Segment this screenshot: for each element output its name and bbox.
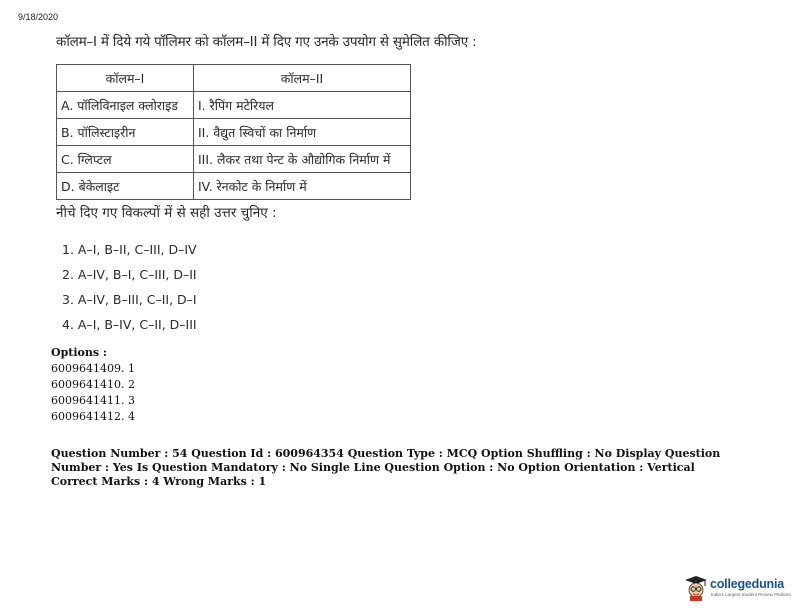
match-table-header-row: [57, 65, 411, 92]
option-id: 6009641410. 2: [51, 378, 135, 391]
list-item: 1. A–I, B–II, C–III, D–IV: [62, 242, 197, 257]
marks-line: Correct Marks : 4 Wrong Marks : 1: [51, 475, 267, 488]
question-subprompt: नीचे दिए गए विकल्पों में से सही उत्तर चुनिए :: [56, 205, 277, 221]
table-row: [57, 92, 411, 119]
graduate-mascot-icon: [684, 575, 708, 601]
use-cell: IV. रेनकोट के निर्माण में: [194, 173, 411, 200]
list-item: 3. A–IV, B–III, C–II, D–I: [62, 292, 197, 307]
question-meta-line: Question Number : 54 Question Id : 600964354 Question Type : MCQ Option Shuffling : No Display Question Number : Yes Is Question Mandatory : No Single Line Question Option : No Option Orientation : Vertical: [51, 447, 721, 474]
table-row: [57, 119, 411, 146]
logo-brand: collegedunia: [710, 577, 785, 591]
question-image: [56, 32, 476, 337]
table-row: [57, 173, 411, 200]
collegedunia-logo: [684, 575, 791, 601]
table-row: [57, 146, 411, 173]
print-date: 9/18/2020: [18, 12, 59, 22]
option-id: 6009641411. 3: [51, 394, 135, 407]
column-1-header: कॉलम–I: [57, 65, 194, 92]
column-2-header: कॉलम–II: [194, 65, 411, 92]
use-cell: II. वैद्युत स्विचों का निर्माण: [194, 119, 411, 146]
match-table: [56, 64, 411, 200]
polymer-cell: D. बेकेलाइट: [57, 173, 194, 200]
polymer-cell: B. पॉलिस्टाइरीन: [57, 119, 194, 146]
list-item: 2. A–IV, B–I, C–III, D–II: [62, 267, 197, 282]
question-meta: [51, 447, 761, 489]
polymer-cell: C. ग्लिप्टल: [57, 146, 194, 173]
question-instruction: कॉलम–I में दिये गये पॉलिमर को कॉलम–II में दिए गए उनके उपयोग से सुमेलित कीजिए :: [56, 34, 477, 50]
options-header: Options :: [51, 346, 107, 359]
option-id: 6009641412. 4: [51, 410, 135, 423]
polymer-cell: A. पॉलिविनाइल क्लोराइड: [57, 92, 194, 119]
use-cell: III. लैकर तथा पेन्ट के औद्योगिक निर्माण में: [194, 146, 411, 173]
list-item: 4. A–I, B–IV, C–II, D–III: [62, 317, 197, 332]
answer-choices: [56, 237, 476, 337]
logo-tagline: India's Largest Student Review Platform: [711, 592, 791, 597]
option-id: 6009641409. 1: [51, 362, 135, 375]
use-cell: I. रैपिंग मटेरियल: [194, 92, 411, 119]
options-block: [51, 345, 135, 425]
